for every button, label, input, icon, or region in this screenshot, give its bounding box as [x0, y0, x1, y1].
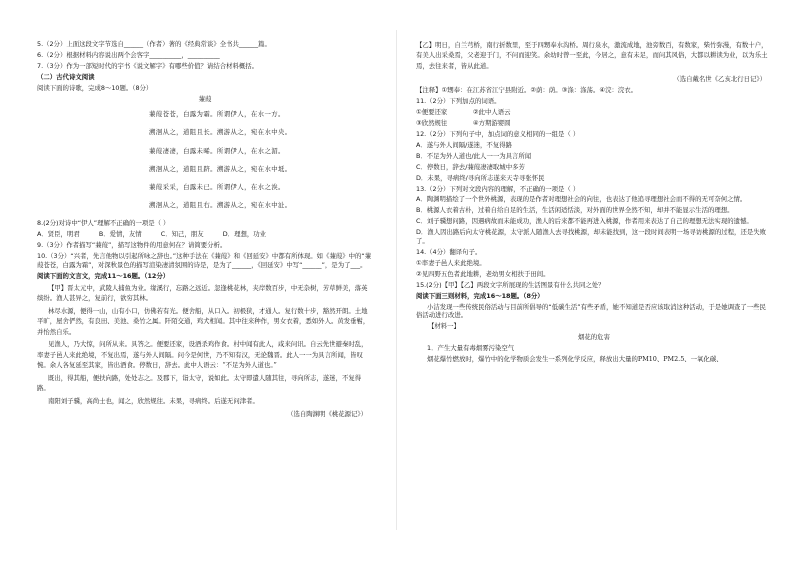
question-11-option: ①便要还家 ②此中人语云: [416, 107, 511, 116]
question-12-option: A．遂与外人间隔/遂迷，不复得路: [416, 140, 512, 149]
question-13-option: B．桃源人衣着古朴，过着自给自足的生活，生活闲适恬淡，对外面的世界全然不知，却并不能显示生活的理想。: [416, 206, 734, 215]
question-6: 6.（2分）根据材料内容说出两个会客字__________，__________: [37, 50, 220, 59]
text-a-source: （选自陶渊明《桃花源记》）: [287, 410, 367, 419]
question-9: 9.（3分）作者描写“蒹葭”，描写这物件的用意何在？请简要分析。: [37, 241, 227, 250]
question-15: 15.(2分)【甲】【乙】两段文字所展现的生活图景有什么共同之处？: [416, 280, 605, 289]
section-c-intro: 小洁发现一些传统民俗活动与目前所倡导的“低碳生活”有些矛盾，她不知道是否应该取消这种活动，于是她调查了一些民俗活动进行改进。: [416, 302, 766, 320]
material-1-label: 【材料一】: [428, 322, 460, 331]
text-a-paragraph: 南阳刘子骥，高尚士也，闻之，欣然规往。未果，寻病终。后遂无问津者。: [48, 396, 259, 405]
text-a-paragraph: 林尽水源，便得一山，山有小口，仿佛若有光。便舍船，从口入。初极狭，才通人。复行数十步，豁然开朗。土地平旷，屋舍俨然，有良田、美池、桑竹之属。阡陌交通，鸡犬相闻。其中往来种作，男女衣着，悉如外人。黄发垂髫，并怡然自乐。: [37, 306, 370, 336]
question-12-option: D．未果，寻病终/寻向所志遂来天寺寻张怀民: [416, 173, 545, 182]
text-b-source: （选自戴名世《乙亥北行日记》）: [673, 75, 766, 84]
question-10: 10.（3分）“兴者，先言他物以引起所咏之辞也。”这种手法在《蒹葭》和《回延安》中都有所体现。如《蒹葭》中的“蒹葭苍苍，白露为霜”，对深秋景色的描写渲染凄清氛围的诗是，是为了______，《回延安》中写“______”，是为了___。: [37, 252, 372, 269]
question-13-option: C．刘子骥想问路，因遇病故而未能成功，渔人的后来都不能再进入桃源，作者用来表达了自己的理想无法实现的遗憾。: [416, 217, 753, 226]
poem-line: 蒹葭采采，白露未已。所谓伊人，在水之涘。: [149, 182, 285, 191]
poem-title: 蒹葭: [198, 95, 212, 104]
question-11-option: ③欣然规往 ④方期游婴圆: [416, 118, 511, 127]
question-11: 11.（2分）下列加点的词语。: [416, 97, 501, 105]
text-b-paragraph: 【乙】明日，自兰芎桥，南行折数里，至于四甥奉水沟桥。周行泉水，激流成地，池旁数百，有数家，柴竹弥漫，有数十户，有美人出采桑焉，父老迎于门，不问而迎笑。余幼时曾一至此，今居之，意有未足，而问其风俗，大都以耕读为业，以为乐土焉，去往来者，皆从此道。: [416, 41, 768, 70]
question-13-option: A．陶渊明描绘了一个世外桃源，表现的是作者对理想社会的向往，也表达了他追寻理想社会而不得的无可奈何之情。: [416, 195, 747, 204]
poem-line: 蒹葭凄凄，白露未晞。所谓伊人，在水之湄。: [149, 146, 285, 155]
section-2-intro: 阅读下面的诗歌，完成8～10题。（8分）: [37, 83, 153, 92]
text-a-paragraph: 见渔人，乃大惊，问所从来。具答之。便要还家，设酒杀鸡作食。村中闻有此人，咸来问讯。自云先世避秦时乱，率妻子邑人来此绝境，不复出焉，遂与外人间隔。问今是何世，乃不知有汉，无论魏晋。此人一一为具言所闻，皆叹惋。余人各复延至其家，皆出酒食。停数日，辞去。此中人语云：“不足为外人道也。”: [37, 340, 368, 369]
question-8: 8.(2分)对诗中“伊人”理解不正确的一项是（ ）: [37, 219, 170, 228]
question-12: 12.（2分）下列句子中，加点词的意义相同的一组是（ ）: [416, 129, 580, 138]
question-14-item: ②见四野五色者此地耕，老幼男女相扶于田间。: [416, 269, 550, 278]
material-1-title: 烟花的危害: [578, 333, 610, 342]
annotation-note: 【注释】①甥奉：在江苏省江宁县附近。②荫：荫。③涤：涤荡。④浣：浣衣。: [416, 86, 638, 95]
left-column: [37, 40, 373, 421]
question-12-option: B．不足为外人道也/此人一一为具言所闻: [416, 151, 532, 160]
question-13-option: D．渔人因出路后向太守桃花源，太守派人随渔人去寻找桃源，却未能找到，这一段时间表明一场寻访桃源的过程，还是失败了。: [416, 228, 767, 245]
poem-line: 溯洄从之，道阻且跻。溯游从之，宛在水中坻。: [149, 164, 292, 173]
poem-line: 溯洄从之，道阻且长。溯游从之，宛在水中央。: [149, 128, 292, 137]
section-2-title: （二）古代诗文阅读: [37, 72, 95, 81]
text-a-paragraph: 既出，得其船，便扶向路，处处志之。及郡下，诣太守，说如此。太守即遣人随其往，寻向所志，遂迷，不复得路。: [37, 373, 362, 393]
question-14-item: ①率妻子邑人来此绝境。: [416, 258, 486, 267]
section-c-title: 阅读下面三则材料，完成16～18题。（8分）: [416, 291, 544, 300]
question-5: 5.（2分）上面这段文字节选自______（作者）著的《经典常谈》全书共______篇。: [37, 40, 271, 48]
right-column: [416, 40, 772, 366]
poem-line: 蒹葭苍苍，白露为霜。所谓伊人，在水一方。: [149, 110, 285, 119]
question-13: 13.（2分）下列对文段内容的理解，不正确的一项是（ ）: [416, 184, 580, 193]
material-1-item: 1．产生大量有毒烟雾污染空气: [427, 343, 515, 352]
column-divider: [396, 30, 397, 530]
question-12-option: C．停数日，辞去/蒹葭凄凄取城中多芳: [416, 162, 525, 171]
text-a-paragraph: 【甲】晋太元中，武陵人捕鱼为业。缘溪行，忘路之远近。忽逢桃花林，夹岸数百步，中无杂树，芳草鲜美，落英缤纷。渔人甚异之，复前行，欲穷其林。: [37, 283, 368, 303]
section-3-title: 阅读下面的文言文，完成11～16题。（12分）: [37, 271, 170, 280]
question-7: 7.（3分）作为一部短时代的宇书《说文解字》有哪些价值？请结合材料概括。: [37, 61, 259, 70]
poem-line: 溯洄从之，道阻且右。溯游从之，宛在水中沚。: [149, 201, 292, 210]
question-8-options: A．贤臣，明君 B．爱情，友情 C．知己，朋友 D．理想，功业: [37, 230, 267, 239]
material-1-text: 烟花爆竹燃放时，爆竹中的化学物质会发生一系列化学反应，释放出大量的PM10、PM2.5、一氧化碳、: [427, 354, 723, 363]
question-14: 14.（4分）翻译句子。: [416, 247, 482, 256]
